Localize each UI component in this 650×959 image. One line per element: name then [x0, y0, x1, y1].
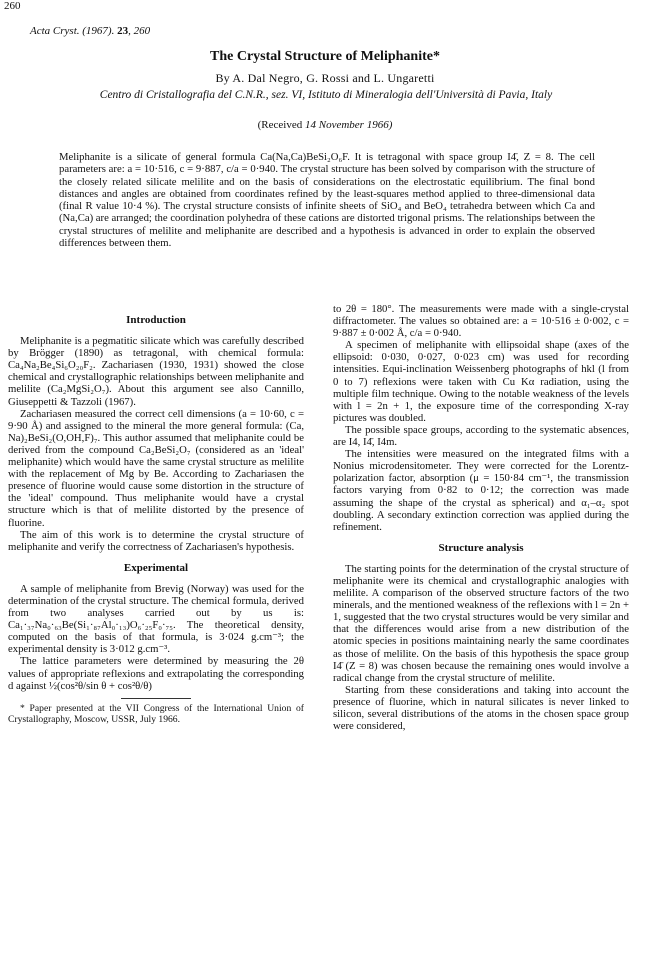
left-column: [8, 305, 304, 725]
received-date: [0, 119, 650, 131]
page-number: 260: [4, 0, 21, 12]
right-column: [333, 303, 629, 732]
footnote: * Paper presented at the VII Congress of the International Union of Crystallography, Moscow, USSR, July 1966.: [8, 702, 304, 725]
section-heading-introduction: Introduction: [126, 314, 186, 326]
paragraph: to 2θ = 180°. The measurements were made with a single-crystal diffractometer. The values so obtained are: a = 10·516 ± 0·002, c = 9·887 ± 0·002 Å, c/a = 0·940.: [333, 303, 629, 340]
received-prefix: (Received: [257, 119, 303, 131]
paragraph: The aim of this work is to determine the crystal structure of meliphanite and verify the correctness of Zachariasen's hypothesis.: [8, 528, 304, 553]
footnote-rule: [121, 698, 191, 699]
paragraph: A specimen of meliphanite with ellipsoidal shape (axes of the ellipsoid: 0·030, 0·027, 0·023 cm) was used for recording intensities. Equi-inclination Weissenberg photographs of hkl (l from 0 to 7) reflexions were taken with Cu Kα radiation, using the multiple film technique. Owing to the notable weakness of the levels with l = 2n + 1, the exposure time of the corresponding X-ray pictures was doubled.: [333, 339, 629, 424]
paragraph: The possible space groups, according to the systematic absences, are I4, I4̄, I4m.: [333, 423, 629, 449]
journal-name: Acta Cryst.: [30, 25, 80, 37]
affiliation: Centro di Cristallografia del C.N.R., sez. VI, Istituto di Mineralogia dell'Università di Pavia, Italy: [99, 89, 553, 101]
paragraph: Zachariasen measured the correct cell dimensions (a = 10·60, c = 9·90 Å) and assigned to the mineral the more general formula: (Ca, Na)₂BeSi₂(O,OH,F)₇. This author assumed that meliphanite could be derived from the compound Ca₂BeSi₂O₇ (considered as an 'ideal' meliphanite) which would have the same crystal structure as melilite with the replacement of Mg by Be. According to Zachariasen the presence of fluorine would cause some distortion in the structure of the 'ideal' compound. Thus meliphanite would have a crystal structure which is that of melilite distorted by the presence of fluorine.: [8, 407, 304, 529]
paragraph: Starting from these considerations and taking into account the presence of fluorine, which in natural silicates is never linked to silicon, several distributions of the atoms in the chosen space group were considered,: [333, 683, 629, 733]
received-date-value: 14 November 1966): [302, 119, 393, 131]
journal-citation: [30, 25, 150, 37]
paragraph: The starting points for the determination of the crystal structure of meliphanite were its chemical and crystallographic analogies with melilite. A comparison of the observed structure factors of the two minerals, and the mentioned weakness of the reflexions with l = 2n + 1, suggested that the two crystal structures would be very similar and that the differences would arise from a new distribution of the atomic species in positions maintaining nearly the same coordinates as those of melilite. On the basis of this hypothesis the space group I4̄ (Z = 8) was chosen because the remaining ones would involve a radical change from the crystal structure of melilite.: [333, 562, 629, 684]
journal-year: (1967).: [79, 25, 118, 37]
section-heading-experimental: Experimental: [123, 561, 189, 574]
paragraph: Meliphanite is a pegmatitic silicate which was carefully described by Brögger (1890) as tetragonal, with chemical formula: Ca₄Na₂Be₄Si₆O₂₀F₂. Zachariasen (1930, 1931) showed the close chemical and crystallographic relationships between meliphanite and melilite (Ca₂MgSi₂O₇). About this argument see also Cannillo, Giuseppetti & Tazzoli (1967).: [8, 335, 304, 408]
paper-title: The Crystal Structure of Meliphanite*: [210, 49, 440, 64]
paragraph: The lattice parameters were determined by measuring the 2θ values of appropriate reflexions and extrapolating the corresponding d against ½(cos²θ/sin θ + cos²θ/θ): [8, 655, 304, 692]
journal-pages: , 260: [128, 25, 151, 37]
abstract: Meliphanite is a silicate of general formula Ca(Na,Ca)BeSi₂O₆F. It is tetragonal with space group I4̄, Z = 8. The cell parameters are: a = 10·516, c = 9·887, c/a = 0·940. The crystal structure has been solved by comparison with the structure of the closely related silicate melilite and on the basis of considerations on the electrostatic equilibrium. The final bond distances and angles are obtained from coordinates refined by the least-squares method applied to three-dimensional data (final R value 10·4 %). The crystal structure consists of infinite sheets of SiO₄ and BeO₄ tetrahedra between which Ca and (Na,Ca) are arranged; the coordination polyhedra of these cations are distorted trigonal prisms. The relationships between the crystal structures of melilite and meliphanite are described and a hypothesis is advanced in order to explain the observed differences between them.: [59, 151, 595, 250]
section-heading-structure-analysis: Structure analysis: [438, 541, 524, 554]
journal-volume: 23: [117, 25, 129, 37]
authors: By A. Dal Negro, G. Rossi and L. Ungaretti: [215, 71, 435, 85]
paragraph: A sample of meliphanite from Brevig (Norway) was used for the determination of the crystal structure. The chemical formula, derived from two analyses carried out by us is: Ca₁·₃₇Na₀·₆₃Be(Si₁·₈₇Al₀·₁₃)O₆·₂₅F₀·₇₅. The theoretical density, computed on the basis of that formula, is 3·024 g.cm⁻³; the experimental density is 3·012 g.cm⁻³.: [8, 582, 304, 656]
paragraph: The intensities were measured on the integrated films with a Nonius microdensitometer. They were corrected for the Lorentz-polarization factor, absorption (μ = 150·84 cm⁻¹, the transmission factors varying from 0·82 to 0·12; the correction was made assuming the shape of the crystal as spherical) and α₁–α₂ spot doubling. A secondary extinction correction was applied during the refinement.: [333, 448, 629, 533]
